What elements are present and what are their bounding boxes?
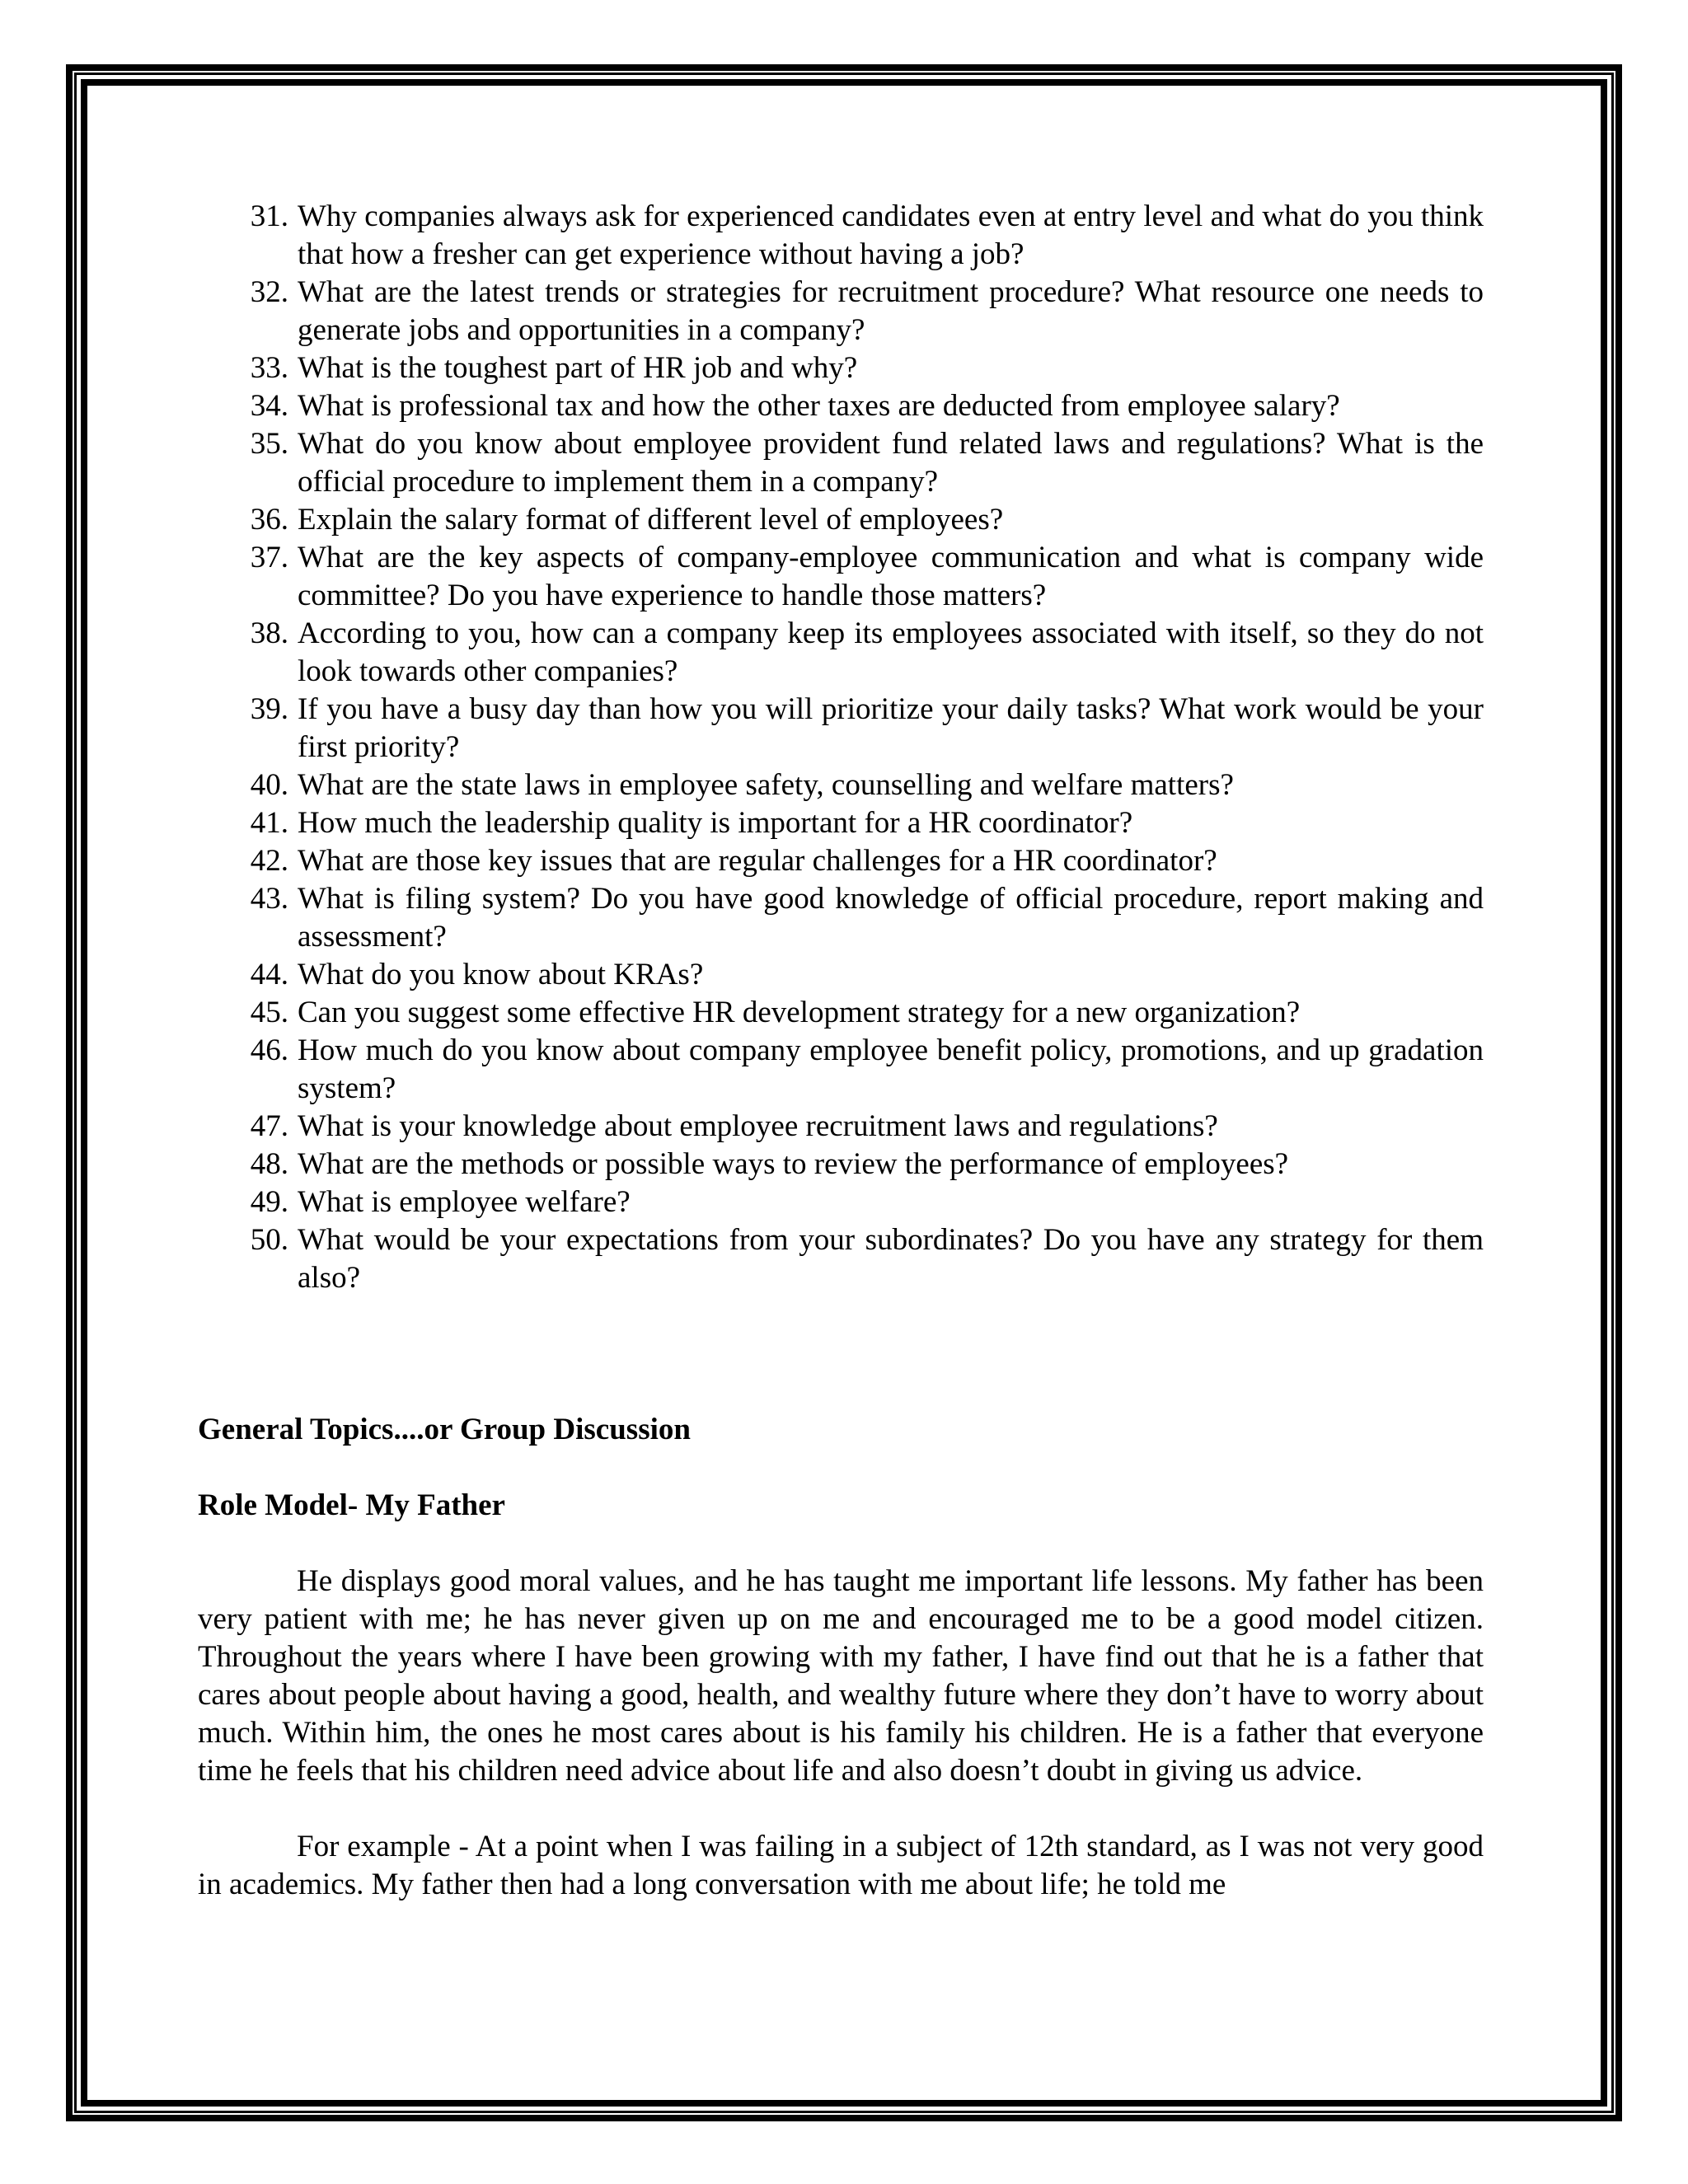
question-text: What is employee welfare? [298,1185,631,1219]
question-text: What would be your expectations from your subordinates? Do you have any strategy for them also? [298,1223,1484,1295]
question-number: 46. [250,1033,288,1067]
body-paragraph: He displays good moral values, and he has taught me important life lessons. My father has been very patient with me; he has never given up on me and encouraged me to be a good model citizen. Throughout the years where I have been growing with my father, I have find out that he is a father that cares about people about having a good, health, and wealthy future where they don’t have to worry about much. Within him, the ones he most cares about is his family his children. He is a father that everyone time he feels that his children need advice about life and also doesn’t doubt in giving us advice. [198,1564,1484,1788]
question-text: What are those key issues that are regular challenges for a HR coordinator? [298,844,1217,878]
body-paragraph: For example - At a point when I was failing in a subject of 12th standard, as I was not very good in academics. My father then had a long conversation with me about life; he told me [198,1830,1484,1901]
list-item [198,615,1484,691]
document-content [198,198,1484,1904]
question-number: 36. [250,503,288,537]
question-number: 33. [250,351,288,385]
question-number: 34. [250,389,288,423]
question-number: 49. [250,1185,288,1219]
question-text: How much the leadership quality is important for a HR coordinator? [298,806,1133,840]
list-item [198,349,1484,387]
role-model-heading: Role Model- My Father [198,1488,505,1522]
list-item [198,274,1484,349]
list-item [198,880,1484,956]
question-text: According to you, how can a company keep its employees associated with itself, so they do not look towards other companies? [298,616,1484,688]
general-topics-heading: General Topics....or Group Discussion [198,1413,691,1446]
list-item [198,198,1484,274]
list-item [198,425,1484,501]
question-text: What do you know about employee provident fund related laws and regulations? What is the official procedure to implement them in a company? [298,427,1484,499]
question-text: What is your knowledge about employee recruitment laws and regulations? [298,1109,1218,1143]
question-text: What are the state laws in employee safety, counselling and welfare matters? [298,768,1234,802]
list-item [198,691,1484,766]
question-number: 35. [250,427,288,461]
question-text: What is professional tax and how the other taxes are deducted from employee salary? [298,389,1340,423]
question-number: 45. [250,996,288,1029]
question-number: 50. [250,1223,288,1257]
question-number: 31. [250,199,288,233]
question-text: What is the toughest part of HR job and why? [298,351,858,385]
list-item [198,766,1484,804]
question-text: What is filing system? Do you have good knowledge of official procedure, report making and assessment? [298,882,1484,954]
question-text: If you have a busy day than how you will prioritize your daily tasks? What work would be your first priority? [298,692,1484,764]
list-item [198,1146,1484,1183]
question-number: 32. [250,275,288,309]
question-text: Can you suggest some effective HR development strategy for a new organization? [298,996,1301,1029]
list-item [198,956,1484,994]
question-text: Explain the salary format of different level of employees? [298,503,1004,537]
list-item [198,1108,1484,1146]
question-number: 40. [250,768,288,802]
list-item [198,387,1484,425]
question-number: 43. [250,882,288,916]
list-item [198,501,1484,539]
list-item [198,842,1484,880]
question-number: 39. [250,692,288,726]
list-item [198,1032,1484,1108]
question-text: What are the latest trends or strategies for recruitment procedure? What resource one needs to generate jobs and opportunities in a company? [298,275,1484,347]
question-text: What are the methods or possible ways to review the performance of employees? [298,1147,1289,1181]
question-number: 48. [250,1147,288,1181]
question-number: 47. [250,1109,288,1143]
list-item [198,1221,1484,1297]
question-text: Why companies always ask for experienced candidates even at entry level and what do you think that how a fresher can get experience without having a job? [298,199,1484,271]
question-number: 41. [250,806,288,840]
question-number: 37. [250,541,288,574]
question-number: 42. [250,844,288,878]
question-text: What do you know about KRAs? [298,958,704,991]
question-text: What are the key aspects of company-employee communication and what is company wide committee? Do you have experience to handle those matters? [298,541,1484,612]
list-item [198,539,1484,615]
question-number: 38. [250,616,288,650]
list-item [198,1183,1484,1221]
question-number: 44. [250,958,288,991]
list-item [198,994,1484,1032]
question-text: How much do you know about company employee benefit policy, promotions, and up gradation system? [298,1033,1484,1105]
question-list [198,198,1484,1297]
list-item [198,804,1484,842]
